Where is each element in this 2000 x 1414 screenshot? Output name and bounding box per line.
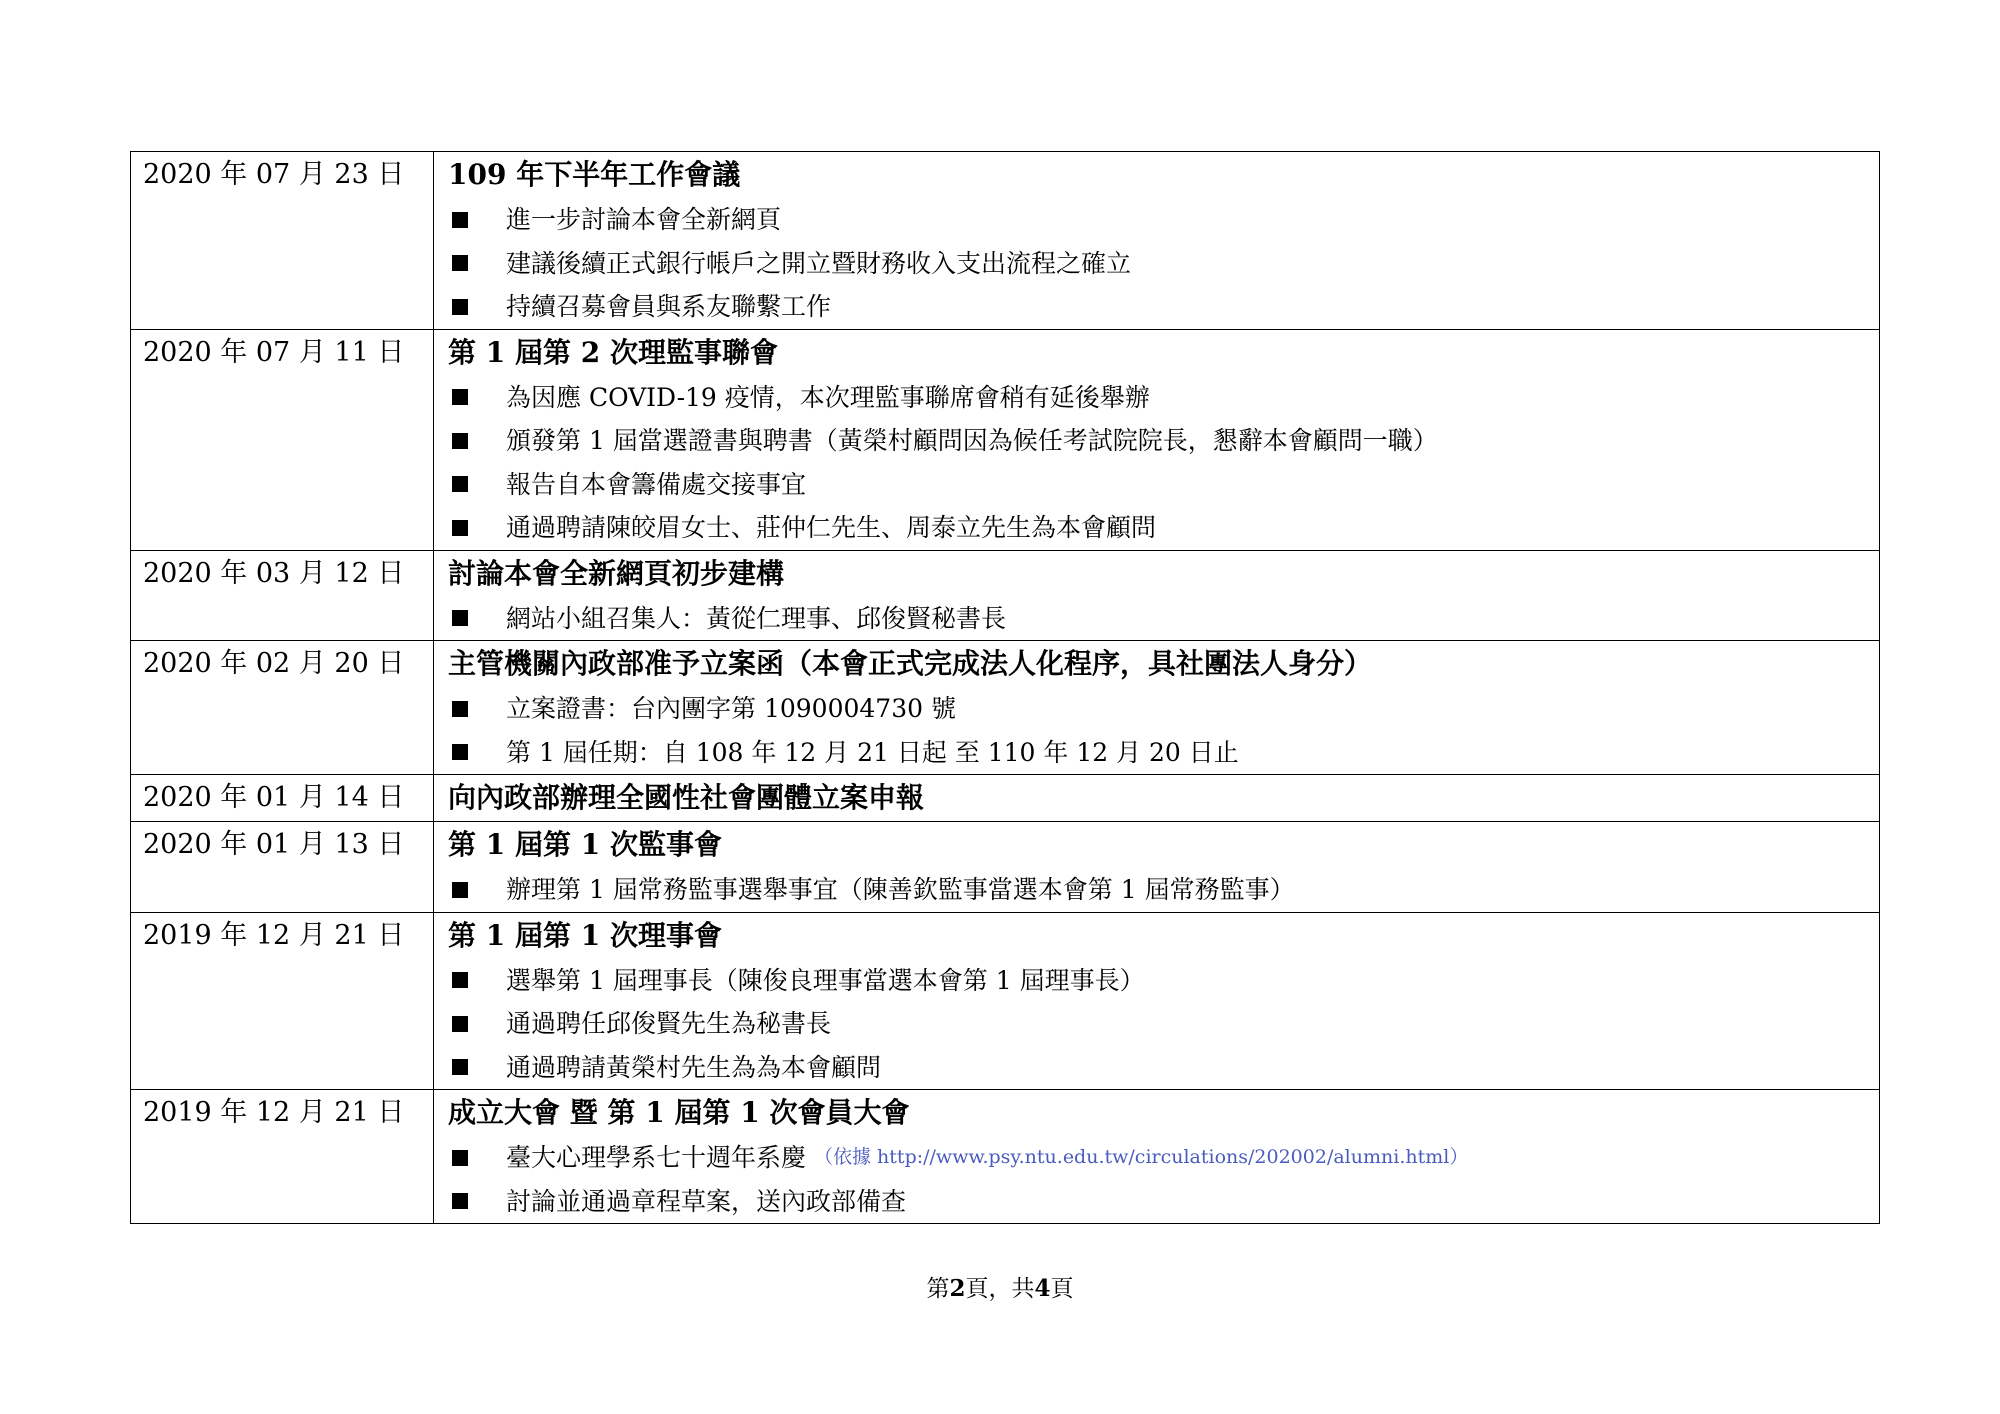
table-row <box>131 550 1880 641</box>
event-bullet-list <box>448 198 1879 329</box>
bullet-text: 辦理第 1 屆常務監事選舉事宜（陳善欽監事當選本會第 1 屆常務監事） <box>506 875 1295 904</box>
list-item <box>448 1180 1879 1224</box>
footer-suffix: 頁 <box>1050 1276 1074 1302</box>
event-title: 討論本會全新網頁初步建構 <box>448 556 785 590</box>
black-square-icon <box>452 1059 468 1075</box>
bullet-text: 臺大心理學系七十週年系慶 <box>506 1143 807 1172</box>
list-item <box>448 506 1879 550</box>
list-item <box>448 868 1879 912</box>
event-content <box>434 822 1880 913</box>
black-square-icon <box>452 476 468 492</box>
black-square-icon <box>452 610 468 626</box>
event-title: 向內政部辦理全國性社會團體立案申報 <box>448 781 925 814</box>
black-square-icon <box>452 701 468 717</box>
black-square-icon <box>452 1193 468 1209</box>
black-square-icon <box>452 1150 468 1166</box>
bullet-text: 網站小組召集人：黃從仁理事、邱俊賢秘書長 <box>506 603 1007 633</box>
event-timeline-body <box>131 152 1880 1224</box>
table-row <box>131 329 1880 550</box>
footer-middle: 頁，共 <box>965 1276 1035 1302</box>
list-item <box>448 1002 1879 1046</box>
bullet-text: 為因應 COVID-19 疫情，本次理監事聯席會稍有延後舉辦 <box>506 382 1150 412</box>
event-title: 109 年下半年工作會議 <box>448 158 741 191</box>
event-title: 主管機關內政部准予立案函（本會正式完成法人化程序，具社團法人身分） <box>448 647 1373 680</box>
bullet-text: 通過聘任邱俊賢先生為秘書長 <box>506 1009 832 1038</box>
table-row <box>131 912 1880 1090</box>
bullet-text: 立案證書：台內團字第 1090004730 號 <box>506 694 956 723</box>
event-content <box>434 329 1880 550</box>
bullet-text: 選舉第 1 屆理事長（陳俊良理事當選本會第 1 屆理事長） <box>506 965 1145 995</box>
table-row <box>131 775 1880 822</box>
bullet-text: 頒發第 1 屆當選證書與聘書（黃榮村顧問因為候任考試院院長，懇辭本會顧問一職） <box>506 426 1438 455</box>
event-bullet-list <box>448 1136 1879 1223</box>
event-date: 2020 年 03 月 12 日 <box>131 550 434 641</box>
table-row <box>131 1090 1880 1224</box>
list-item <box>448 376 1879 420</box>
bullet-text: 通過聘請陳皎眉女士、莊仲仁先生、周泰立先生為本會顧問 <box>506 513 1157 542</box>
event-bullet-list <box>448 959 1879 1090</box>
black-square-icon <box>452 299 468 315</box>
event-bullet-list <box>448 868 1879 912</box>
event-bullet-list <box>448 376 1879 550</box>
bullet-text: 報告自本會籌備處交接事宜 <box>506 469 807 499</box>
event-timeline-table <box>130 151 1880 1224</box>
black-square-icon <box>452 744 468 760</box>
event-date: 2019 年 12 月 21 日 <box>131 912 434 1090</box>
bullet-text: 建議後續正式銀行帳戶之開立暨財務收入支出流程之確立 <box>506 248 1132 278</box>
event-title: 第 1 屆第 1 次理事會 <box>448 918 722 952</box>
footer-total-pages: 4 <box>1034 1275 1051 1302</box>
source-note: （依據 http://www.psy.ntu.edu.tw/circulations/202002/alumni.html） <box>814 1146 1469 1168</box>
black-square-icon <box>452 1016 468 1032</box>
black-square-icon <box>452 972 468 988</box>
black-square-icon <box>452 389 468 405</box>
table-row <box>131 152 1880 330</box>
list-item <box>448 198 1879 242</box>
list-item <box>448 731 1879 775</box>
list-item <box>448 463 1879 507</box>
event-date: 2020 年 01 月 13 日 <box>131 822 434 913</box>
event-content <box>434 1090 1880 1224</box>
black-square-icon <box>452 520 468 536</box>
bullet-text: 進一步討論本會全新網頁 <box>506 205 782 234</box>
event-bullet-list <box>448 597 1879 641</box>
event-date: 2019 年 12 月 21 日 <box>131 1090 434 1224</box>
list-item <box>448 1046 1879 1090</box>
bullet-text: 第 1 屆任期：自 108 年 12 月 21 日起 至 110 年 12 月 20 日止 <box>506 737 1239 767</box>
event-date: 2020 年 01 月 14 日 <box>131 775 434 822</box>
bullet-text: 通過聘請黃榮村先生為為本會顧問 <box>506 1052 882 1082</box>
page-footer <box>0 1274 2000 1304</box>
event-content <box>434 912 1880 1090</box>
event-date: 2020 年 07 月 11 日 <box>131 329 434 550</box>
table-row <box>131 822 1880 913</box>
event-title: 第 1 屆第 1 次監事會 <box>448 828 722 861</box>
list-item <box>448 959 1879 1003</box>
list-item <box>448 242 1879 286</box>
black-square-icon <box>452 433 468 449</box>
footer-page-number: 2 <box>949 1275 966 1302</box>
list-item <box>448 419 1879 463</box>
bullet-text: 討論並通過章程草案，送內政部備查 <box>506 1186 907 1216</box>
event-date: 2020 年 07 月 23 日 <box>131 152 434 330</box>
list-item <box>448 597 1879 641</box>
list-item <box>448 285 1879 329</box>
event-title: 第 1 屆第 2 次理監事聯會 <box>448 335 778 369</box>
event-content <box>434 152 1880 330</box>
black-square-icon <box>452 255 468 271</box>
table-row <box>131 641 1880 775</box>
event-date: 2020 年 02 月 20 日 <box>131 641 434 775</box>
event-content <box>434 641 1880 775</box>
event-bullet-list <box>448 687 1879 774</box>
event-content <box>434 550 1880 641</box>
black-square-icon <box>452 882 468 898</box>
black-square-icon <box>452 212 468 228</box>
bullet-text: 持續召募會員與系友聯繫工作 <box>506 292 832 321</box>
event-title: 成立大會 暨 第 1 屆第 1 次會員大會 <box>448 1096 910 1129</box>
event-content <box>434 775 1880 822</box>
list-item <box>448 1136 1879 1180</box>
footer-prefix: 第 <box>926 1276 950 1302</box>
list-item <box>448 687 1879 731</box>
